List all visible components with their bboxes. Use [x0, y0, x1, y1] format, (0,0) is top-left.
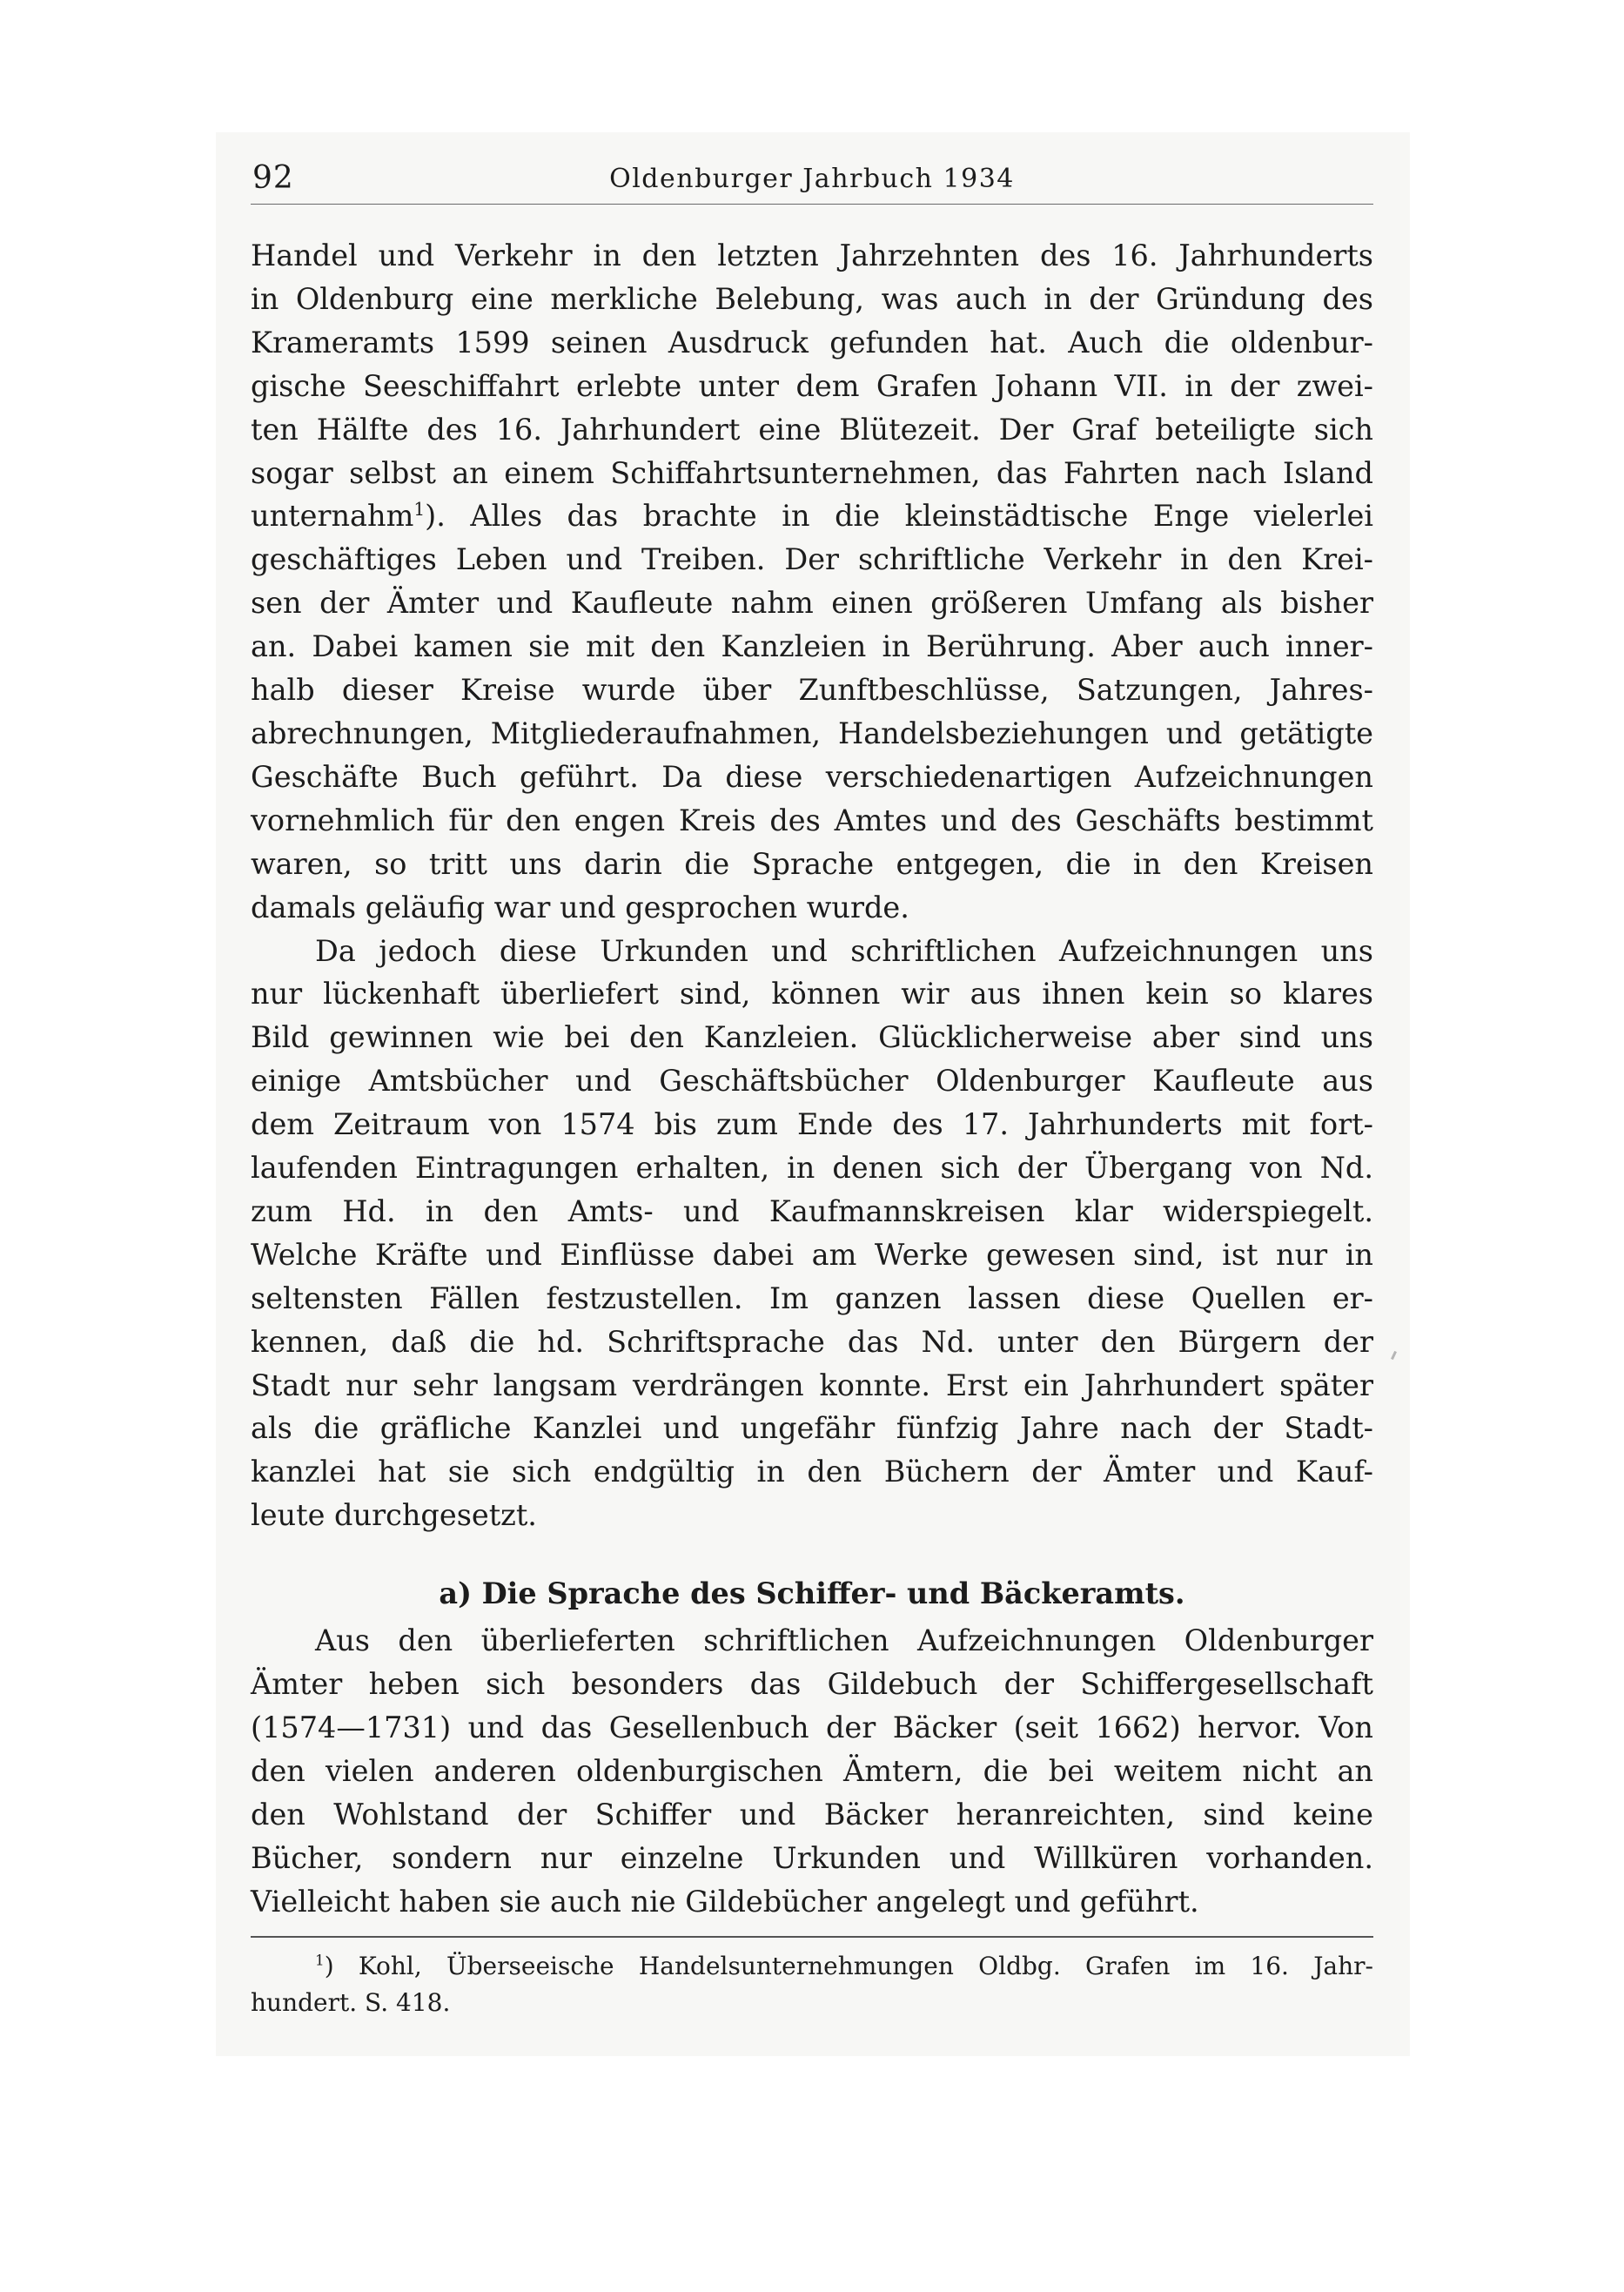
text-line: abrechnungen, Mitgliederaufnahmen, Handelsbeziehungen und getätigte	[251, 716, 1373, 750]
text-line: als die gräfliche Kanzlei und ungefähr fünfzig Jahre nach der Stadt-	[251, 1411, 1373, 1446]
text-line: einige Amtsbücher und Geschäftsbücher Oldenburger Kaufleute aus	[251, 1064, 1373, 1099]
footnote-reference: 1	[413, 499, 426, 521]
text-line: dem Zeitraum von 1574 bis zum Ende des 17. Jahrhunderts mit fort-	[251, 1107, 1373, 1142]
text-line: damals geläufig war und gesprochen wurde.	[251, 890, 909, 924]
text-line: halb dieser Kreise wurde über Zunftbeschlüsse, Satzungen, Jahres-	[251, 673, 1373, 708]
text-line: den vielen anderen oldenburgischen Ämtern, die bei weitem nicht an	[251, 1753, 1373, 1788]
body-text	[251, 234, 1373, 1924]
running-head	[251, 157, 1373, 205]
text-line: Ämter heben sich besonders das Gildebuch der Schiffergesellschaft	[251, 1667, 1373, 1702]
paragraph-3	[251, 1619, 1373, 1923]
text-line: in Oldenburg eine merkliche Belebung, was auch in der Gründung des	[251, 281, 1373, 316]
text-line: sen der Ämter und Kaufleute nahm einen größeren Umfang als bisher	[251, 586, 1373, 621]
text-line: Geschäfte Buch geführt. Da diese verschiedenartigen Aufzeichnungen	[251, 759, 1373, 794]
text-line: (1574—1731) und das Gesellenbuch der Bäcker (seit 1662) hervor. Von	[251, 1711, 1373, 1744]
text-line: seltensten Fällen festzustellen. Im ganzen lassen diese Quellen er-	[251, 1280, 1373, 1315]
text-line: Bücher, sondern nur einzelne Urkunden und Willküren vorhanden.	[251, 1840, 1373, 1875]
text-line: sogar selbst an einem Schiffahrtsunternehmen, das Fahrten nach Island	[251, 455, 1373, 490]
footnote	[251, 1948, 1373, 2021]
text-line: an. Dabei kamen sie mit den Kanzleien in Berührung. Aber auch inner-	[251, 629, 1373, 664]
text-line: Stadt nur sehr langsam verdrängen konnte. Erst ein Jahrhundert später	[251, 1368, 1373, 1402]
paragraph-2	[251, 930, 1373, 1538]
text-line: ten Hälfte des 16. Jahrhundert eine Blütezeit. Der Graf beteiligte sich	[251, 412, 1373, 447]
text-line: gische Seeschiffahrt erlebte unter dem Grafen Johann VII. in der zwei-	[251, 368, 1373, 403]
text-fragment: ). Alles das brachte in die kleinstädtische Enge vielerlei	[425, 499, 1373, 534]
text-line: Bild gewinnen wie bei den Kanzleien. Glücklicherweise aber sind uns	[251, 1020, 1373, 1055]
text-line: Aus den überlieferten schriftlichen Aufzeichnungen Oldenburger	[315, 1623, 1373, 1658]
text-line: kanzlei hat sie sich endgültig in den Büchern der Ämter und Kauf-	[251, 1455, 1373, 1489]
section-heading: a) Die Sprache des Schiffer- und Bäckeramts.	[439, 1576, 1185, 1611]
text-line: Da jedoch diese Urkunden und schriftlichen Aufzeichnungen uns	[315, 933, 1373, 968]
text-line: leute durchgesetzt.	[251, 1498, 537, 1533]
text-line: Krameramts 1599 seinen Ausdruck gefunden hat. Auch die oldenbur-	[251, 325, 1373, 360]
footnote-text: ) Kohl, Überseeische Handelsunternehmungen Oldbg. Grafen im 16. Jahr-	[324, 1951, 1373, 1980]
text-line: nur lückenhaft überliefert sind, können wir aus ihnen kein so klares	[251, 977, 1373, 1012]
paragraph-1	[251, 234, 1373, 930]
text-line: vornehmlich für den engen Kreis des Amtes und des Geschäfts bestimmt	[251, 803, 1373, 837]
footnote-divider	[251, 1936, 1373, 1938]
text-line-with-footnote-reference	[251, 494, 1373, 538]
page-number: 92	[252, 160, 294, 196]
text-line: Welche Kräfte und Einflüsse dabei am Werke gewesen sind, ist nur in	[251, 1237, 1373, 1272]
text-line: Handel und Verkehr in den letzten Jahrzehnten des 16. Jahrhunderts	[251, 239, 1373, 272]
text-line: Vielleicht haben sie auch nie Gildebücher angelegt und geführt.	[251, 1884, 1199, 1919]
book-page	[251, 157, 1373, 2021]
text-fragment: unternahm	[251, 499, 414, 534]
text-line: laufenden Eintragungen erhalten, in denen sich der Übergang von Nd.	[251, 1151, 1373, 1186]
text-line: waren, so tritt uns darin die Sprache entgegen, die in den Kreisen	[251, 846, 1373, 881]
footnote-line	[251, 1948, 1373, 1985]
text-line: den Wohlstand der Schiffer und Bäcker heranreichten, sind keine	[251, 1797, 1373, 1832]
text-line: geschäftiges Leben und Treiben. Der schriftliche Verkehr in den Krei-	[251, 542, 1373, 577]
text-line: zum Hd. in den Amts- und Kaufmannskreisen klar widerspiegelt.	[251, 1193, 1373, 1228]
footnote-marker: 1	[315, 1951, 325, 1969]
journal-title: Oldenburger Jahrbuch 1934	[609, 164, 1015, 194]
footnote-line: hundert. S. 418.	[251, 1987, 451, 2017]
text-line: kennen, daß die hd. Schriftsprache das Nd. unter den Bürgern der	[251, 1324, 1373, 1359]
